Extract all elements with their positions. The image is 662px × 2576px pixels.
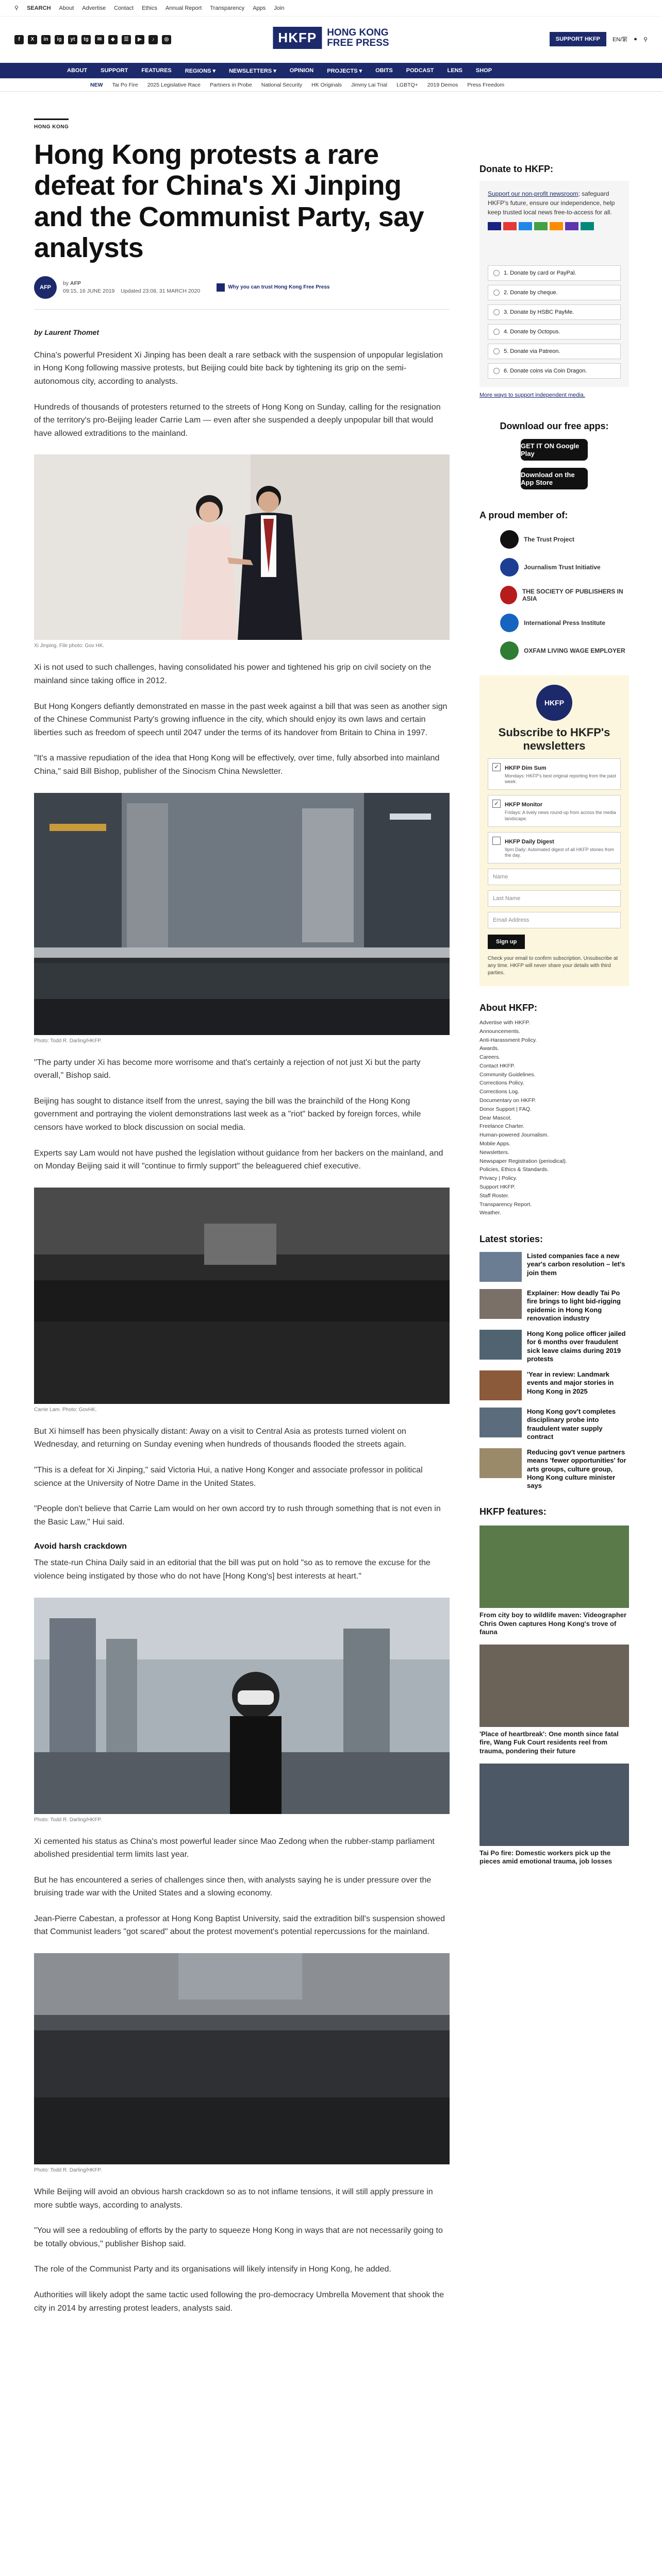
radio-icon: [493, 290, 500, 296]
byline: [34, 276, 450, 299]
spacer: [488, 230, 621, 261]
donate-intro: [488, 189, 621, 217]
about-link[interactable]: Privacy | Policy.: [479, 1175, 518, 1182]
trust-icon: [217, 283, 225, 292]
latest-heading: Latest stories:: [479, 1234, 543, 1245]
feature-title: Tai Po fire: Domestic workers pick up the pieces amid emotional trauma, job losses: [479, 1849, 613, 1866]
about-link[interactable]: Staff Roster.: [479, 1192, 509, 1199]
photo-caption: Carrie Lam. Photo: GovHK.: [34, 1406, 97, 1413]
sopa-icon: [500, 586, 517, 604]
trending-item[interactable]: Press Freedom: [467, 81, 505, 88]
radio-icon: [493, 368, 500, 374]
about-link[interactable]: Transparency Report.: [479, 1201, 532, 1208]
trending-item[interactable]: HK Originals: [311, 81, 342, 88]
about-link[interactable]: Freelance Charter.: [479, 1123, 524, 1130]
about-link[interactable]: Corrections Policy.: [479, 1080, 524, 1087]
newsletter-option[interactable]: [488, 758, 621, 790]
search-link[interactable]: SEARCH: [27, 5, 51, 11]
search-icon[interactable]: ⚲: [14, 5, 19, 11]
about-link[interactable]: Advertise with HKFP.: [479, 1019, 530, 1026]
feature-title: From city boy to wildlife maven: Videographer Chris Owen captures Hong Kong's trove of fauna: [479, 1611, 627, 1636]
avatar[interactable]: AFP: [34, 276, 57, 299]
instagram-icon[interactable]: ig: [55, 35, 64, 44]
nav-item-newsletters[interactable]: NEWSLETTERS ▾: [229, 67, 276, 74]
topbar-link-transparency[interactable]: Transparency: [210, 5, 245, 11]
facebook-icon[interactable]: f: [14, 35, 24, 44]
top-utility-bar: [0, 0, 662, 16]
about-link[interactable]: Contact HKFP.: [479, 1062, 515, 1069]
nav-item-about[interactable]: ABOUT: [67, 67, 88, 74]
paragraph: Jean-Pierre Cabestan, a professor at Hong Kong Baptist University, said the extradition bill's suspension showed that Communist leaders "got scared" about the protest movement's potential repercussions for the mainland.: [34, 1914, 445, 1937]
about-link[interactable]: Careers.: [479, 1054, 501, 1061]
paragraph: The state-run China Daily said in an editorial that the bill was put on hold "so as to remove the excuse for the violence being instigated by those who do not have [Hong Kong's] best interests at heart.": [34, 1558, 431, 1581]
newsletter-heading: Subscribe to HKFP's newsletters: [498, 726, 610, 753]
newsletter-name: HKFP Dim Sum: [505, 765, 547, 771]
tiktok-icon[interactable]: ♪: [148, 35, 158, 44]
trust-project-icon: [500, 530, 519, 549]
donate-intro-link[interactable]: Support our non-profit newsroom: [488, 190, 578, 197]
paragraph: "This is a defeat for Xi Jinping," said Victoria Hui, a native Hong Konger and associate professor in political science at the University of Notre Dame in the United States.: [34, 1465, 423, 1488]
x-icon[interactable]: X: [28, 35, 37, 44]
member-name: Journalism Trust Initiative: [524, 564, 601, 571]
author-line: by Laurent Thomet: [34, 328, 100, 336]
site-logo[interactable]: [273, 27, 389, 49]
nav-item-podcast[interactable]: PODCAST: [406, 67, 434, 74]
donate-option-label: 5. Donate via Patreon.: [504, 348, 560, 354]
trending-bar: [0, 78, 662, 92]
nav-item-regions[interactable]: REGIONS ▾: [185, 67, 216, 74]
paragraph: Hundreds of thousands of protesters returned to the streets of Hong Kong on Sunday, calling for the resignation of the territory's pro-Beijing leader Carrie Lam — even after she suspended a deeply unpopular bill that would have allowed extraditions to the mainland.: [34, 402, 441, 438]
about-link[interactable]: Donor Support | FAQ.: [479, 1106, 532, 1112]
social-links: [14, 35, 171, 44]
checkbox[interactable]: ✓: [492, 763, 501, 771]
donate-option[interactable]: [488, 304, 621, 320]
about-link[interactable]: Documentary on HKFP.: [479, 1097, 536, 1104]
photo-illustration: [34, 1188, 450, 1404]
youtube-icon[interactable]: yt: [68, 35, 77, 44]
checkbox[interactable]: [492, 837, 501, 845]
article-title: Hong Kong protests a rare defeat for China's Xi Jinping and the Communist Party, say analysts: [34, 139, 424, 264]
paragraph: But Xi himself has been physically distant: Away on a visit to Central Asia as protests turned violent on Wednesday, and returning on Sunday evening when hundreds of thousands flooded the streets again.: [34, 1427, 406, 1449]
publish-date: 09:15, 16 JUNE 2019: [63, 288, 115, 295]
article-photo-press: [34, 1188, 450, 1404]
payment-icon: [534, 222, 548, 230]
payment-icon: [581, 222, 594, 230]
paragraph: China's powerful President Xi Jinping has been dealt a rare setback with the suspension of unpopular legislation in Hong Kong following massive protests, but Beijing could bite back by tightening its grip on the semi-autonomous city, according to analysts.: [34, 350, 443, 386]
trending-item[interactable]: Jimmy Lai Trial: [351, 81, 388, 88]
about-link[interactable]: Mobile Apps.: [479, 1141, 511, 1147]
about-link[interactable]: Dear Mascot.: [479, 1114, 512, 1121]
topbar-link-contact[interactable]: Contact: [114, 5, 134, 11]
story-title: Explainer: How deadly Tai Po fire brings to light bid-rigging epidemic in Hong Kong renovation industry: [527, 1289, 621, 1322]
paragraph: Xi is not used to such challenges, having consolidated his power and tightened his grip on civil society on the mainland since taking office in 2012.: [34, 663, 432, 686]
paragraph: "You will see a redoubling of efforts by the party to squeeze Hong Kong in ways that are not necessarily going to be totally obvious," publisher Bishop said.: [34, 2226, 443, 2248]
account-icon[interactable]: ●: [634, 36, 637, 42]
topbar-link-annual-report[interactable]: Annual Report: [166, 5, 202, 11]
rss-icon[interactable]: ◎: [162, 35, 171, 44]
newsletter-note: Check your email to confirm subscription. Unsubscribe at any time. HKFP will never share your details with third parties.: [488, 955, 618, 976]
about-link[interactable]: Newspaper Registration (periodical).: [479, 1158, 567, 1164]
bluesky-icon[interactable]: ◆: [108, 35, 118, 44]
trending-item[interactable]: 2019 Demos: [427, 81, 458, 88]
photo-caption: Photo: Todd R. Darling/HKFP.: [34, 2167, 102, 2174]
threads-icon[interactable]: ☰: [122, 35, 131, 44]
donate-more-link[interactable]: More ways to support independent media.: [479, 392, 585, 398]
member-logo[interactable]: [479, 558, 629, 577]
newsletter-name: HKFP Daily Digest: [505, 838, 554, 845]
donate-option-label: 6. Donate coins via Coin Dragon.: [504, 368, 587, 374]
paragraph: But Hong Kongers defiantly demonstrated en masse in the past week against a bill that was seen as another sign of the Chinese Communist Party's growing influence in the city, which should enjoy its own laws and certain liberties such as freedom of speech until 2047 under the terms of its handover from Britain to China in 1997.: [34, 702, 448, 737]
newsletter-desc: 9pm Daily: Automated digest of all HKFP stories from the day.: [505, 846, 614, 858]
donate-option[interactable]: [488, 363, 621, 379]
language-switch[interactable]: EN/繁: [612, 37, 628, 43]
story-title: Reducing gov't venue partners means 'fewer opportunities' for arts groups, culture group, Hong Kong culture minister says: [527, 1448, 626, 1490]
article-photo-protester: [34, 1598, 450, 1814]
radio-icon: [493, 270, 500, 276]
latest-story[interactable]: [479, 1289, 629, 1323]
newsletter-desc: Mondays: HKFP's best original reporting from the past week.: [505, 773, 616, 785]
jti-icon: [500, 558, 519, 577]
newsletter-info: [505, 800, 616, 822]
photo-illustration: [34, 1953, 450, 2164]
photo-caption: Photo: Todd R. Darling/HKFP.: [34, 1038, 102, 1044]
main-nav: [0, 63, 662, 78]
play-icon[interactable]: ▶: [135, 35, 144, 44]
byline-agency[interactable]: AFP: [70, 280, 81, 287]
member-logo[interactable]: [479, 586, 629, 604]
story-title: 'Year in review: Landmark events and major stories in Hong Kong in 2025: [527, 1370, 614, 1395]
signup-button[interactable]: Sign up: [488, 935, 525, 949]
member-logo[interactable]: [479, 641, 629, 660]
paragraph: Xi cemented his status as China's most powerful leader since Mao Zedong when the rubber-stamp parliament abolished presidential term limits last year.: [34, 1837, 435, 1859]
photo-illustration: [34, 454, 450, 640]
byline-by: by: [63, 280, 69, 287]
payment-icon: [550, 222, 563, 230]
feature-story[interactable]: [479, 1645, 629, 1755]
about-link[interactable]: Anti-Harassment Policy.: [479, 1037, 537, 1043]
feature-title: 'Place of heartbreak': One month since fatal fire, Wang Fuk Court residents reel from trauma, pondering their future: [479, 1730, 619, 1755]
nav-item-obits[interactable]: OBITS: [375, 67, 393, 74]
about-list: [479, 1019, 629, 1217]
oxfam-icon: [500, 641, 519, 660]
donate-option[interactable]: [488, 344, 621, 359]
member-name: The Trust Project: [524, 536, 575, 543]
about-link[interactable]: Announcements.: [479, 1028, 520, 1035]
payment-icon: [565, 222, 578, 230]
trust-link[interactable]: [217, 283, 329, 292]
radio-icon: [493, 309, 500, 315]
support-button[interactable]: SUPPORT HKFP: [550, 32, 606, 46]
nav-item-shop[interactable]: SHOP: [475, 67, 492, 74]
features-heading: HKFP features:: [479, 1506, 547, 1517]
about-link[interactable]: Support HKFP.: [479, 1184, 516, 1191]
nav-item-support[interactable]: SUPPORT: [101, 67, 128, 74]
apps-heading: Download our free apps:: [500, 421, 609, 431]
header-actions: [550, 32, 648, 46]
story-thumbnail: [479, 1289, 522, 1319]
latest-story[interactable]: [479, 1330, 629, 1363]
telegram-icon[interactable]: tg: [81, 35, 91, 44]
donate-option[interactable]: [488, 265, 621, 281]
google-play-badge[interactable]: GET IT ON Google Play: [521, 439, 588, 461]
logo-mark: HKFP: [273, 27, 322, 49]
latest-story[interactable]: [479, 1408, 629, 1441]
donate-box: [479, 181, 629, 387]
trending-item[interactable]: LGBTQ+: [396, 81, 418, 88]
newsletter-box: [479, 675, 629, 986]
name-field[interactable]: Name: [488, 869, 621, 885]
paragraph: "It's a massive repudiation of the idea that Hong Kong will be effectively, over time, fully absorbed into mainland China," said Bill Bishop, publisher of the Sinocism China Newsletter.: [34, 754, 440, 776]
section-tag[interactable]: HONG KONG: [34, 118, 69, 130]
topbar-link-join[interactable]: Join: [274, 5, 285, 11]
donate-intro-text: ; safeguard HKFP's future, ensure our independence, help keep trusted local news free-to-access for all.: [488, 190, 615, 216]
story-thumbnail: [479, 1448, 522, 1478]
member-name: OXFAM LIVING WAGE EMPLOYER: [524, 647, 625, 654]
donate-option[interactable]: [488, 324, 621, 340]
donate-option-label: 2. Donate by cheque.: [504, 290, 558, 296]
payment-icon: [488, 222, 501, 230]
paragraph: Beijing has sought to distance itself from the unrest, saying the bill was the brainchild of the Hong Kong government and portraying the violent demonstrations last week as a "riot" backed by foreign forces, while censors have worked to block discussion on social media.: [34, 1096, 421, 1132]
about-link[interactable]: Community Guidelines.: [479, 1071, 536, 1078]
feature-story[interactable]: [479, 1764, 629, 1866]
search-icon[interactable]: ⚲: [643, 36, 648, 43]
logo-wordmark: [327, 28, 389, 48]
trending-item[interactable]: Tai Po Fire: [112, 81, 138, 88]
about-link[interactable]: Policies, Ethics & Standards.: [479, 1166, 549, 1173]
divider: [34, 309, 450, 310]
newsletter-option[interactable]: [488, 832, 621, 863]
photo-illustration: [34, 1598, 450, 1814]
story-thumbnail: [479, 1408, 522, 1437]
nav-item-projects[interactable]: PROJECTS ▾: [327, 67, 362, 74]
trending-item[interactable]: National Security: [261, 81, 303, 88]
trending-new-label: NEW: [90, 81, 103, 88]
article: [34, 92, 450, 2315]
paragraph: But he has encountered a series of challenges since then, with analysts saying he is under pressure over the bruising trade war with the United States and a slowing economy.: [34, 1875, 432, 1898]
payment-icon: [519, 222, 532, 230]
member-logo[interactable]: [479, 530, 629, 549]
story-title: Listed companies face a new year's carbon resolution – let's join them: [527, 1252, 625, 1277]
article-photo-handshake: [34, 454, 450, 640]
story-thumbnail: [479, 1370, 522, 1400]
paragraph: "People don't believe that Carrie Lam would on her own accord try to rush through something that is not even in the Basic Law," Hui said.: [34, 1504, 441, 1527]
donate-option-label: 1. Donate by card or PayPal.: [504, 270, 576, 276]
radio-icon: [493, 329, 500, 335]
paragraph: Experts say Lam would not have pushed the legislation without guidance from her backers on the mainland, and on Monday Beijing said it will "continue to firmly support" the beleaguered chief executive.: [34, 1148, 443, 1171]
subheading: Avoid harsh crackdown: [34, 1542, 127, 1551]
sidebar: [479, 92, 629, 1866]
paragraph: Authorities will likely adopt the same tactic used following the pro-democracy Umbrella Movement that shook the city in 2014 by arresting protest leaders, analysts said.: [34, 2291, 444, 2313]
feature-image: [479, 1645, 629, 1727]
updated-date: Updated 23:08, 31 MARCH 2020: [121, 288, 201, 295]
logo-line-1: HONG KONG: [327, 27, 389, 38]
photo-caption: Photo: Todd R. Darling/HKFP.: [34, 1817, 102, 1823]
donate-option-label: 3. Donate by HSBC PayMe.: [504, 309, 574, 315]
member-heading: A proud member of:: [479, 510, 568, 520]
about-heading: About HKFP:: [479, 1002, 537, 1013]
paragraph: The role of the Communist Party and its organisations will likely intensify in Hong Kong, he added.: [34, 2265, 391, 2274]
article-photo-crowd: [34, 793, 450, 1035]
byline-text: [63, 280, 200, 294]
topbar-link-apps[interactable]: Apps: [253, 5, 266, 11]
radio-icon: [493, 348, 500, 354]
feature-image: [479, 1526, 629, 1608]
topbar-link-advertise[interactable]: Advertise: [82, 5, 106, 11]
site-header: [0, 16, 662, 63]
nav-item-lens[interactable]: LENS: [447, 67, 462, 74]
nav-item-features[interactable]: FEATURES: [141, 67, 172, 74]
donate-option[interactable]: [488, 285, 621, 300]
topbar-link-about[interactable]: About: [59, 5, 74, 11]
latest-story[interactable]: [479, 1252, 629, 1282]
member-logo[interactable]: [479, 614, 629, 632]
trust-label: Why you can trust Hong Kong Free Press: [228, 284, 330, 291]
latest-story[interactable]: [479, 1448, 629, 1490]
email-icon[interactable]: ✉: [95, 35, 104, 44]
trending-item[interactable]: Partners in Probe: [210, 81, 252, 88]
newsletter-info: [505, 763, 616, 785]
donate-option-label: 4. Donate by Octopus.: [504, 329, 560, 335]
email-field[interactable]: Email Address: [488, 912, 621, 928]
ipi-icon: [500, 614, 519, 632]
nav-item-opinion[interactable]: OPINION: [289, 67, 314, 74]
paragraph: "The party under Xi has become more worrisome and that's certainly a rejection of not just Xi but the party overall," Bishop said.: [34, 1058, 421, 1080]
linkedin-icon[interactable]: in: [41, 35, 51, 44]
app-store-badge[interactable]: Download on the App Store: [521, 468, 588, 489]
about-link[interactable]: Awards.: [479, 1045, 499, 1052]
newsletter-option[interactable]: [488, 795, 621, 826]
donate-heading: Donate to HKFP:: [479, 164, 553, 174]
feature-story[interactable]: [479, 1526, 629, 1636]
about-link[interactable]: Human-powered Journalism.: [479, 1132, 549, 1139]
feature-image: [479, 1764, 629, 1846]
paragraph: While Beijing will avoid an obvious harsh crackdown so as to not inflame tensions, it will still apply pressure in more subtle ways, according to analysts.: [34, 2188, 433, 2210]
about-link[interactable]: Newsletters.: [479, 1149, 509, 1156]
newsletter-name: HKFP Monitor: [505, 802, 543, 808]
story-title: Hong Kong gov't completes disciplinary probe into fraudulent water supply contract: [527, 1408, 616, 1440]
article-photo-gathering: [34, 1953, 450, 2164]
checkbox[interactable]: ✓: [492, 800, 501, 808]
photo-caption: Xi Jinping. File photo: Gov HK.: [34, 643, 105, 649]
member-name: THE SOCIETY OF PUBLISHERS IN ASIA: [522, 588, 623, 602]
about-link[interactable]: Corrections Log.: [479, 1089, 520, 1095]
last-name-field[interactable]: Last Name: [488, 890, 621, 907]
trending-item[interactable]: 2025 Legislative Race: [147, 81, 201, 88]
story-title: Hong Kong police officer jailed for 6 months over fraudulent sick leave claims during 2019 protests: [527, 1330, 626, 1363]
newsletter-logo: HKFP: [536, 685, 572, 721]
story-thumbnail: [479, 1330, 522, 1360]
newsletter-desc: Fridays: A lively news round-up from across the media landscape.: [505, 810, 616, 821]
story-thumbnail: [479, 1252, 522, 1282]
topbar-link-ethics[interactable]: Ethics: [142, 5, 158, 11]
photo-illustration: [34, 793, 450, 1035]
logo-line-2: FREE PRESS: [327, 37, 389, 48]
latest-story[interactable]: [479, 1370, 629, 1400]
about-link[interactable]: Weather.: [479, 1210, 501, 1216]
member-name: International Press Institute: [524, 619, 606, 626]
newsletter-info: [505, 837, 616, 859]
payment-icons: [488, 222, 621, 230]
payment-icon: [503, 222, 517, 230]
